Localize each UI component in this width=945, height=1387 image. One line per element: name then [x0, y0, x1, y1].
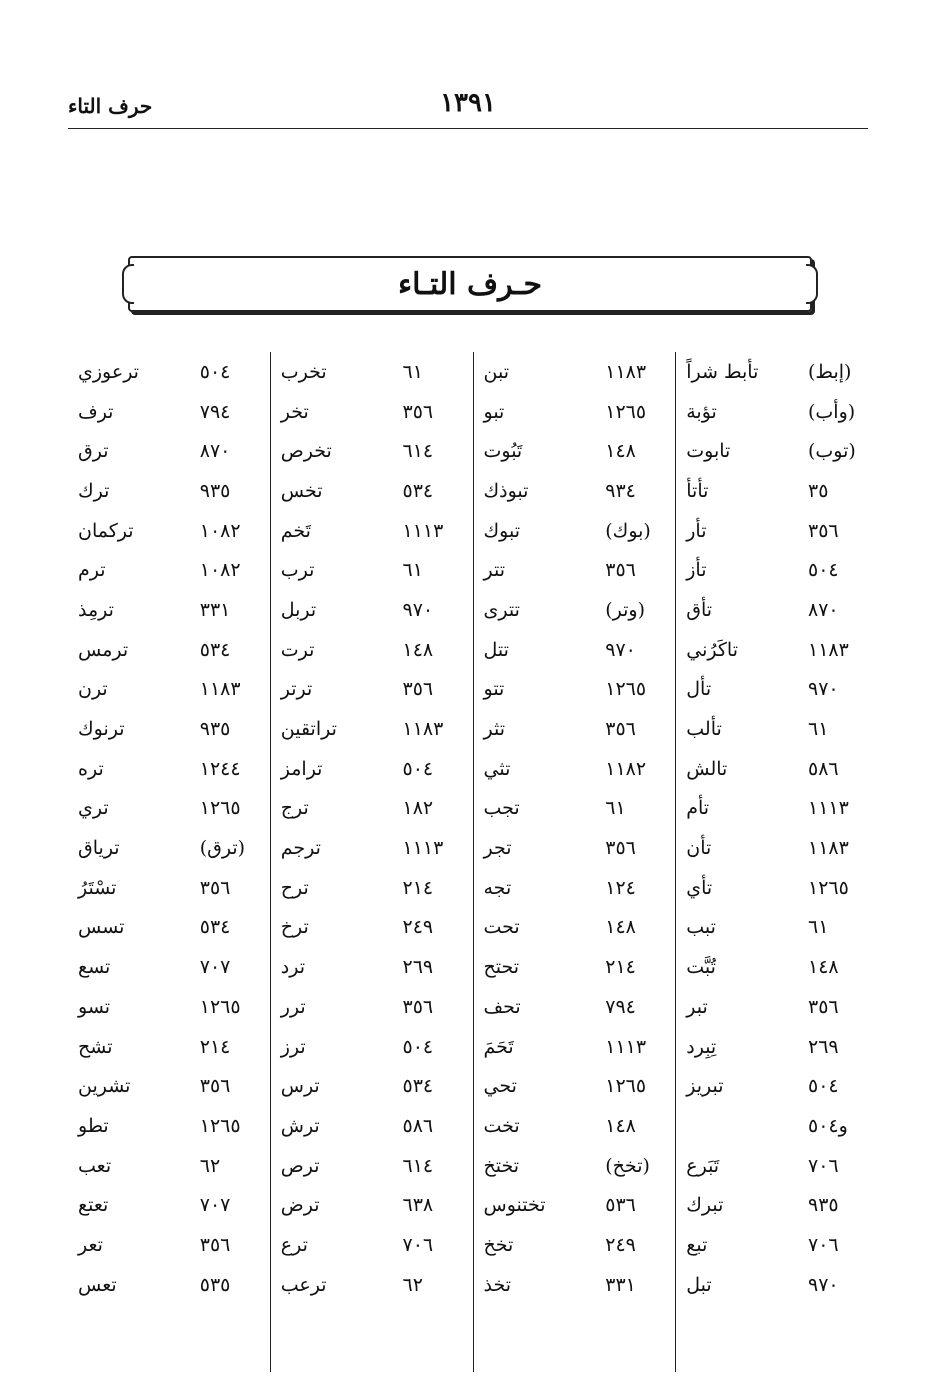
index-column	[271, 352, 474, 1372]
index-entry	[281, 630, 463, 670]
entry-reference: ٦٢	[402, 1273, 423, 1296]
entry-reference: ١١١٣	[402, 837, 444, 860]
entry-word: تحت	[483, 916, 520, 939]
index-entry	[686, 670, 868, 710]
index-entry	[686, 392, 868, 432]
index-entry	[484, 908, 666, 948]
entry-reference: ٣٥٦	[605, 559, 636, 582]
index-entry	[78, 630, 260, 670]
index-entry	[281, 1066, 463, 1106]
entry-word: ترر	[280, 995, 306, 1018]
entry-word: ترح	[280, 876, 309, 899]
entry-word: تثي	[483, 757, 511, 780]
entry-reference: ٥٣٤	[402, 1075, 434, 1098]
entry-word: تبل	[686, 1273, 712, 1296]
index-entry	[281, 1185, 463, 1225]
index-entry	[78, 670, 260, 710]
index-entry	[281, 1106, 463, 1146]
entry-reference: ٩٧٠	[808, 678, 839, 701]
entry-word: تترى	[483, 598, 520, 621]
entry-reference: ٦٣٨	[402, 1194, 434, 1217]
entry-reference: ٥٠٤	[808, 1075, 839, 1098]
index-entry	[281, 749, 463, 789]
entry-reference: ١١٨٣	[808, 638, 849, 661]
index-entry	[686, 590, 868, 630]
entry-reference: ٦١	[808, 718, 829, 741]
page-header	[68, 80, 868, 129]
index-entry	[281, 1265, 463, 1305]
entry-word: تبع	[686, 1233, 708, 1256]
entry-reference: ٩٣٥	[808, 1194, 839, 1217]
index-entry	[78, 431, 260, 471]
entry-word: تِبِرد	[686, 1035, 717, 1058]
entry-reference: (تخخ)	[605, 1154, 650, 1177]
index-entry	[484, 670, 666, 710]
entry-reference: ٣٥٦	[402, 400, 434, 423]
entry-word: تاكَرُني	[686, 638, 738, 661]
index-entry	[484, 1225, 666, 1265]
entry-reference: ٢٤٩	[402, 916, 434, 939]
entry-reference: ٩٣٥	[199, 718, 231, 741]
entry-word: تخر	[280, 400, 309, 423]
entry-reference: ٣٣١	[199, 598, 231, 621]
entry-reference: ٥٨٦	[808, 757, 839, 780]
entry-reference: ٦١	[808, 916, 829, 939]
entry-word: تخذ	[483, 1273, 512, 1296]
index-entry	[281, 709, 463, 749]
entry-reference: ٣٥٦	[605, 837, 636, 860]
index-entry	[484, 550, 666, 590]
entry-reference: ١١٨٣	[402, 718, 444, 741]
index-entry	[484, 709, 666, 749]
index-entry	[78, 1225, 260, 1265]
index-entry	[281, 987, 463, 1027]
index-entry	[281, 1027, 463, 1067]
entry-word: تبوذك	[483, 479, 529, 502]
entry-word: تره	[78, 757, 104, 780]
entry-word: تري	[78, 797, 109, 820]
index-entry	[686, 1106, 868, 1146]
index-entry	[281, 511, 463, 551]
index-entry	[686, 1265, 868, 1305]
entry-word: تسس	[78, 916, 125, 939]
entry-word: ترن	[78, 678, 108, 701]
entry-reference: ٦١	[402, 360, 423, 383]
entry-reference: ٣٣١	[605, 1273, 636, 1296]
entry-word: تأم	[686, 797, 710, 820]
entry-word: تشرين	[78, 1075, 131, 1098]
index-entry	[686, 1225, 868, 1265]
entry-reference: ١٤٨	[605, 916, 636, 939]
index-entry	[281, 828, 463, 868]
index-entry	[484, 987, 666, 1027]
entry-word: ترد	[280, 956, 305, 979]
index-entry	[78, 550, 260, 590]
entry-reference: ٣٥	[808, 479, 829, 502]
entry-word: تبرك	[686, 1194, 724, 1217]
index-entry	[484, 392, 666, 432]
entry-reference: ٣٥٦	[402, 995, 434, 1018]
index-entry	[78, 1027, 260, 1067]
entry-reference: ١٢٦٥	[605, 400, 647, 423]
entry-word: تحف	[483, 995, 521, 1018]
index-column	[676, 352, 878, 1372]
index-entry	[281, 1146, 463, 1186]
index-entry	[686, 630, 868, 670]
entry-word: ترك	[78, 479, 110, 502]
running-head: حرف التاء	[68, 94, 153, 118]
index-column	[474, 352, 677, 1372]
index-entry	[78, 1066, 260, 1106]
index-entry	[686, 550, 868, 590]
page-number: ١٣٩١	[440, 88, 496, 118]
index-entry	[686, 511, 868, 551]
entry-word: تأق	[686, 598, 713, 621]
entry-reference: (ترق)	[199, 837, 246, 860]
entry-reference: ٧٠٧	[199, 1194, 231, 1217]
entry-word: تالش	[686, 757, 728, 780]
entry-reference: ١٢٦٥	[605, 678, 647, 701]
entry-reference: ٥٠٤	[402, 1035, 434, 1058]
entry-word: تُبَّت	[686, 956, 716, 979]
entry-reference: ٢١٤	[605, 956, 636, 979]
entry-reference: ٣٥٦	[199, 1075, 231, 1098]
section-banner	[128, 256, 812, 312]
index-entry	[484, 789, 666, 829]
entry-word: تَبَرع	[686, 1154, 720, 1177]
entry-reference: ١١١٣	[605, 1035, 647, 1058]
entry-reference: ٣٥٦	[199, 876, 231, 899]
entry-reference: ٦١٤	[402, 1154, 434, 1177]
index-entry	[78, 1185, 260, 1225]
entry-word: تحي	[483, 1075, 517, 1098]
entry-word: تأبط شراً	[686, 360, 759, 383]
entry-word: ترمِذ	[78, 598, 114, 621]
entry-reference: ١١٨٣	[199, 678, 241, 701]
entry-word: ترعب	[280, 1273, 327, 1296]
entry-reference: ٩٧٠	[808, 1273, 839, 1296]
entry-word: ترخ	[280, 916, 309, 939]
entry-word: ترع	[280, 1233, 308, 1256]
entry-word: تعتع	[78, 1194, 109, 1217]
entry-reference: ١٢٦٥	[199, 797, 241, 820]
index-entry	[686, 749, 868, 789]
index-entry	[484, 868, 666, 908]
index-entry	[78, 868, 260, 908]
entry-reference: ١١٨٣	[605, 360, 647, 383]
index-entry	[484, 1185, 666, 1225]
index-entry	[281, 392, 463, 432]
index-entry	[686, 1066, 868, 1106]
entry-reference: ٩٧٠	[605, 638, 636, 661]
index-entry	[686, 471, 868, 511]
entry-word: تسْتَرُ	[78, 876, 117, 899]
entry-word: تأي	[686, 876, 713, 899]
index-entry	[484, 511, 666, 551]
index-entry	[484, 471, 666, 511]
entry-word: ترج	[280, 797, 309, 820]
entry-word: تخس	[280, 479, 323, 502]
entry-word: تثر	[483, 718, 506, 741]
index-entry	[78, 471, 260, 511]
index-entry	[484, 590, 666, 630]
index-entry	[78, 789, 260, 829]
entry-word: ترق	[78, 440, 109, 463]
entry-word: تجب	[483, 797, 520, 820]
entry-reference: ٩٣٤	[605, 479, 636, 502]
entry-word: تجه	[483, 876, 512, 899]
entry-reference: ١١٨٢	[605, 757, 647, 780]
index-entry	[686, 1185, 868, 1225]
entry-reference: ٣٥٦	[402, 678, 434, 701]
entry-reference: ١٠٨٢	[199, 559, 241, 582]
section-title: حـرف التـاء	[398, 266, 542, 302]
index-entry	[281, 868, 463, 908]
index-entry	[484, 1146, 666, 1186]
entry-reference: (وتر)	[605, 598, 646, 621]
index-entry	[78, 828, 260, 868]
entry-reference: ١٢٦٥	[199, 995, 241, 1018]
index-entry	[686, 947, 868, 987]
entry-reference: ٦١	[402, 559, 423, 582]
entry-word: ترز	[280, 1035, 306, 1058]
index-entry	[78, 987, 260, 1027]
index-entry	[78, 1106, 260, 1146]
index-entry	[686, 431, 868, 471]
index-columns	[68, 352, 878, 1372]
index-entry	[484, 749, 666, 789]
index-entry	[78, 947, 260, 987]
entry-word: تختنوس	[483, 1194, 546, 1217]
entry-reference: ٧٠٧	[199, 956, 231, 979]
index-entry	[484, 1265, 666, 1305]
entry-reference: ٥٠٤	[199, 360, 231, 383]
entry-word: تأل	[686, 678, 712, 701]
entry-reference: ١١١٣	[402, 519, 444, 542]
entry-reference: ٦٢	[199, 1154, 221, 1177]
entry-word: تؤبة	[686, 400, 717, 423]
entry-word: تعس	[78, 1273, 117, 1296]
entry-word: تراتقين	[280, 718, 337, 741]
entry-word: تَخم	[280, 519, 311, 542]
index-entry	[78, 352, 260, 392]
index-entry	[281, 550, 463, 590]
entry-reference: ١١٨٣	[808, 837, 849, 860]
entry-reference: ٨٧٠	[199, 440, 231, 463]
entry-word: ترنوك	[78, 718, 125, 741]
entry-reference: ١١١٣	[808, 797, 849, 820]
entry-reference: ٧٠٦	[808, 1154, 839, 1177]
entry-word: تبن	[483, 360, 509, 383]
entry-word: تبريز	[686, 1075, 724, 1098]
entry-reference: (توب)	[808, 440, 856, 463]
entry-word: ترياق	[78, 837, 120, 860]
entry-word: ترف	[78, 400, 114, 423]
entry-reference: ١٤٨	[808, 956, 839, 979]
entry-word: تخرص	[280, 440, 332, 463]
entry-reference: ٦١	[605, 797, 626, 820]
entry-reference: ٢١٤	[402, 876, 434, 899]
index-entry	[484, 630, 666, 670]
entry-word: تأز	[686, 559, 707, 582]
index-entry	[78, 749, 260, 789]
entry-word: تحتح	[483, 956, 520, 979]
index-entry	[484, 947, 666, 987]
entry-word: تألب	[686, 718, 722, 741]
index-entry	[484, 352, 666, 392]
entry-reference: ٧٠٦	[402, 1233, 434, 1256]
entry-reference: ٥٣٤	[402, 479, 434, 502]
entry-word: تختخ	[483, 1154, 520, 1177]
entry-word: تطو	[78, 1114, 109, 1137]
index-entry	[686, 1146, 868, 1186]
entry-reference: ٩٣٥	[199, 479, 231, 502]
entry-word: تبب	[686, 916, 716, 939]
index-entry	[281, 352, 463, 392]
entry-reference: ١٨٢	[402, 797, 434, 820]
entry-word: تأتأ	[686, 479, 709, 502]
entry-reference: ٢٤٩	[605, 1233, 636, 1256]
entry-reference: ٣٥٦	[808, 995, 839, 1018]
index-entry	[78, 1146, 260, 1186]
index-entry	[686, 868, 868, 908]
index-entry	[686, 828, 868, 868]
entry-word: تبو	[483, 400, 505, 423]
index-column	[68, 352, 271, 1372]
entry-reference: ٧٩٤	[605, 995, 636, 1018]
entry-reference: ٣٥٦	[199, 1233, 231, 1256]
index-entry	[78, 590, 260, 630]
entry-word: تركمان	[78, 519, 134, 542]
entry-reference: (وأب)	[808, 400, 856, 423]
entry-reference: ٧٩٤	[199, 400, 231, 423]
index-entry	[281, 431, 463, 471]
index-entry	[686, 789, 868, 829]
entry-reference: ١٢٤٤	[199, 757, 241, 780]
entry-word: تبر	[686, 995, 708, 1018]
entry-word: تشح	[78, 1035, 113, 1058]
entry-reference: ١٢٦٥	[605, 1075, 647, 1098]
entry-word: ترامز	[280, 757, 323, 780]
entry-word: ترتر	[280, 678, 313, 701]
entry-reference: ٥٣٤	[199, 916, 231, 939]
entry-reference: ١٤٨	[605, 440, 636, 463]
index-entry	[484, 431, 666, 471]
entry-word: تخت	[483, 1114, 520, 1137]
entry-word: تعب	[78, 1154, 112, 1177]
entry-reference: ١٢٦٥	[199, 1114, 241, 1137]
entry-reference: ٣٥٦	[605, 718, 636, 741]
entry-reference: ٦١٤	[402, 440, 434, 463]
entry-word: ترعوزي	[78, 360, 139, 383]
entry-word: تخرب	[280, 360, 327, 383]
entry-word: تتل	[483, 638, 509, 661]
entry-word: تتر	[483, 559, 506, 582]
entry-reference: (بوك)	[605, 519, 651, 542]
entry-word: ترم	[78, 559, 106, 582]
entry-reference: ٥٠٤	[808, 559, 839, 582]
index-entry	[686, 709, 868, 749]
entry-reference: ٥٨٦	[402, 1114, 434, 1137]
entry-reference: و٥٠٤	[808, 1114, 848, 1137]
entry-reference: ٢٦٩	[402, 956, 434, 979]
entry-word: تجر	[483, 837, 512, 860]
entry-word: تأن	[686, 837, 712, 860]
index-entry	[78, 392, 260, 432]
entry-word: ترس	[280, 1075, 320, 1098]
entry-word: تَبُوت	[483, 440, 523, 463]
entry-reference: ١٤٨	[605, 1114, 636, 1137]
entry-reference: ٧٠٦	[808, 1233, 839, 1256]
entry-reference: ١٠٨٢	[199, 519, 241, 542]
index-entry	[78, 511, 260, 551]
entry-reference: ١٤٨	[402, 638, 434, 661]
entry-word: ترب	[280, 559, 315, 582]
entry-word: ترت	[280, 638, 315, 661]
index-entry	[78, 709, 260, 749]
entry-word: تخخ	[483, 1233, 514, 1256]
entry-reference: ٥٣٦	[605, 1194, 636, 1217]
entry-word: ترض	[280, 1194, 320, 1217]
entry-reference: ٢٦٩	[808, 1035, 839, 1058]
entry-reference: ٢١٤	[199, 1035, 231, 1058]
index-entry	[78, 908, 260, 948]
entry-word: تأر	[686, 519, 707, 542]
entry-word: تعر	[78, 1233, 103, 1256]
entry-word: ترمس	[78, 638, 129, 661]
entry-word: تبوك	[483, 519, 520, 542]
index-entry	[281, 471, 463, 511]
index-entry	[78, 1265, 260, 1305]
entry-word: تسع	[78, 956, 111, 979]
index-entry	[281, 908, 463, 948]
entry-reference: ٥٠٤	[402, 757, 434, 780]
index-entry	[281, 590, 463, 630]
entry-word: تتو	[483, 678, 505, 701]
entry-reference: ٥٣٤	[199, 638, 231, 661]
entry-reference: ٣٥٦	[808, 519, 839, 542]
index-entry	[686, 908, 868, 948]
entry-word: تسو	[78, 995, 111, 1018]
entry-reference: ١٢٦٥	[808, 876, 849, 899]
index-entry	[484, 1106, 666, 1146]
entry-reference: (إبط)	[808, 360, 852, 383]
index-entry	[686, 987, 868, 1027]
entry-word: ترجم	[280, 837, 321, 860]
index-entry	[281, 947, 463, 987]
entry-word: تربل	[280, 598, 317, 621]
index-entry	[281, 789, 463, 829]
entry-reference: ٩٧٠	[402, 598, 434, 621]
entry-word: ترص	[280, 1154, 320, 1177]
index-entry	[281, 670, 463, 710]
entry-reference: ٨٧٠	[808, 598, 839, 621]
index-entry	[281, 1225, 463, 1265]
index-entry	[484, 828, 666, 868]
index-entry	[484, 1027, 666, 1067]
index-entry	[484, 1066, 666, 1106]
entry-word: تابوت	[686, 440, 731, 463]
entry-word: تَحَمَ	[483, 1035, 514, 1058]
entry-reference: ١٢٤	[605, 876, 636, 899]
entry-reference: ٥٣٥	[199, 1273, 231, 1296]
index-entry	[686, 1027, 868, 1067]
entry-word: ترش	[280, 1114, 320, 1137]
index-entry	[686, 352, 868, 392]
